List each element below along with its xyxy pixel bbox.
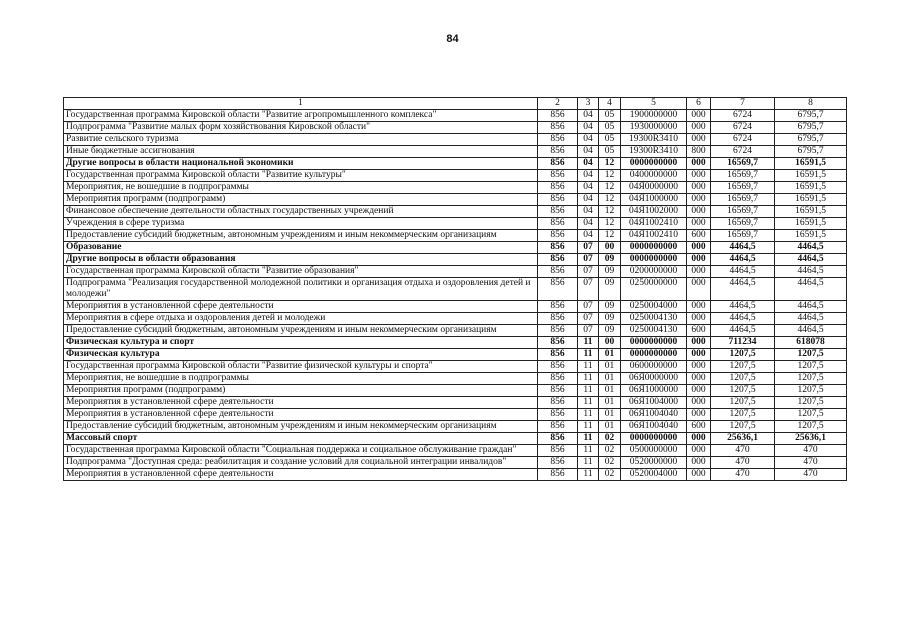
- row-section-cell: 04: [578, 182, 599, 194]
- row-expense-type-cell: 000: [687, 457, 711, 469]
- row-subsection-cell: 12: [599, 218, 621, 230]
- row-subsection-cell: 12: [599, 182, 621, 194]
- row-amount-2-cell: 618078: [775, 337, 847, 349]
- row-amount-2-cell: 16591,5: [775, 182, 847, 194]
- table-row: [64, 397, 847, 409]
- table-row: [64, 122, 847, 134]
- header-cell: 6: [687, 98, 711, 110]
- row-amount-1-cell: 4464,5: [711, 278, 775, 301]
- row-amount-2-cell: 1207,5: [775, 349, 847, 361]
- table-row: [64, 170, 847, 182]
- row-section-cell: 04: [578, 122, 599, 134]
- table-row: [64, 409, 847, 421]
- row-target-cell: 0520000000: [621, 457, 687, 469]
- row-section-cell: 11: [578, 433, 599, 445]
- row-amount-1-cell: 6724: [711, 134, 775, 146]
- row-subsection-cell: 00: [599, 242, 621, 254]
- row-expense-type-cell: 000: [687, 242, 711, 254]
- row-code-cell: 856: [538, 337, 578, 349]
- row-subsection-cell: 12: [599, 230, 621, 242]
- row-name-cell: Подпрограмма "Доступная среда: реабилитация и создание условий для социальной интеграции инвалидов": [64, 457, 538, 469]
- row-expense-type-cell: 000: [687, 397, 711, 409]
- row-target-cell: 04Я1002410: [621, 218, 687, 230]
- row-name-cell: Физическая культура и спорт: [64, 337, 538, 349]
- row-name-cell: Учреждения в сфере туризма: [64, 218, 538, 230]
- row-target-cell: 06Я1004000: [621, 397, 687, 409]
- row-amount-2-cell: 16591,5: [775, 194, 847, 206]
- row-target-cell: 0250000000: [621, 278, 687, 301]
- row-amount-1-cell: 1207,5: [711, 349, 775, 361]
- row-name-cell: Государственная программа Кировской области "Развитие физической культуры и спорта": [64, 361, 538, 373]
- row-amount-2-cell: 470: [775, 469, 847, 481]
- row-subsection-cell: 01: [599, 397, 621, 409]
- row-name-cell: Мероприятия в установленной сфере деятельности: [64, 409, 538, 421]
- row-code-cell: 856: [538, 206, 578, 218]
- row-amount-1-cell: 6724: [711, 146, 775, 158]
- table-row: [64, 313, 847, 325]
- row-target-cell: 04Я1002410: [621, 230, 687, 242]
- row-expense-type-cell: 600: [687, 421, 711, 433]
- row-amount-1-cell: 4464,5: [711, 301, 775, 313]
- row-code-cell: 856: [538, 242, 578, 254]
- row-amount-1-cell: 4464,5: [711, 242, 775, 254]
- row-amount-2-cell: 4464,5: [775, 278, 847, 301]
- row-code-cell: 856: [538, 433, 578, 445]
- table-row: [64, 242, 847, 254]
- row-code-cell: 856: [538, 421, 578, 433]
- row-amount-1-cell: 711234: [711, 337, 775, 349]
- row-amount-1-cell: 6724: [711, 110, 775, 122]
- row-section-cell: 04: [578, 218, 599, 230]
- row-expense-type-cell: 000: [687, 206, 711, 218]
- row-amount-2-cell: 1207,5: [775, 397, 847, 409]
- row-target-cell: 19300R3410: [621, 146, 687, 158]
- row-section-cell: 11: [578, 385, 599, 397]
- row-name-cell: Мероприятия в установленной сфере деятельности: [64, 301, 538, 313]
- row-target-cell: 04Я1000000: [621, 194, 687, 206]
- table-row: [64, 325, 847, 337]
- table-row: [64, 469, 847, 481]
- row-target-cell: 1930000000: [621, 122, 687, 134]
- row-section-cell: 04: [578, 134, 599, 146]
- row-code-cell: 856: [538, 170, 578, 182]
- row-amount-2-cell: 470: [775, 445, 847, 457]
- row-target-cell: 06Я1004040: [621, 421, 687, 433]
- table-row: [64, 134, 847, 146]
- row-amount-1-cell: 16569,7: [711, 170, 775, 182]
- row-name-cell: Предоставление субсидий бюджетным, автономным учреждениям и иным некоммерческим организациям: [64, 421, 538, 433]
- table-row: [64, 230, 847, 242]
- row-subsection-cell: 01: [599, 409, 621, 421]
- row-section-cell: 11: [578, 445, 599, 457]
- row-amount-2-cell: 16591,5: [775, 218, 847, 230]
- row-amount-1-cell: 16569,7: [711, 206, 775, 218]
- row-target-cell: 06Я1004040: [621, 409, 687, 421]
- row-name-cell: Мероприятия, не вошедшие в подпрограммы: [64, 182, 538, 194]
- row-name-cell: Государственная программа Кировской области "Развитие агропромышленного комплекса": [64, 110, 538, 122]
- header-cell: 3: [578, 98, 599, 110]
- row-target-cell: 0000000000: [621, 254, 687, 266]
- row-expense-type-cell: 000: [687, 194, 711, 206]
- row-expense-type-cell: 000: [687, 349, 711, 361]
- row-subsection-cell: 00: [599, 337, 621, 349]
- row-target-cell: 04Я0000000: [621, 182, 687, 194]
- row-section-cell: 07: [578, 242, 599, 254]
- row-section-cell: 11: [578, 337, 599, 349]
- row-subsection-cell: 09: [599, 254, 621, 266]
- row-name-cell: Мероприятия программ (подпрограмм): [64, 385, 538, 397]
- row-subsection-cell: 01: [599, 373, 621, 385]
- row-subsection-cell: 02: [599, 469, 621, 481]
- row-target-cell: 0000000000: [621, 242, 687, 254]
- page-number: 84: [446, 33, 459, 45]
- row-section-cell: 04: [578, 206, 599, 218]
- row-expense-type-cell: 000: [687, 122, 711, 134]
- row-expense-type-cell: 000: [687, 182, 711, 194]
- row-target-cell: 0000000000: [621, 433, 687, 445]
- row-code-cell: 856: [538, 361, 578, 373]
- header-cell: 1: [64, 98, 538, 110]
- row-amount-1-cell: 1207,5: [711, 385, 775, 397]
- row-section-cell: 07: [578, 278, 599, 301]
- row-subsection-cell: 01: [599, 421, 621, 433]
- row-section-cell: 04: [578, 170, 599, 182]
- row-name-cell: Иные бюджетные ассигнования: [64, 146, 538, 158]
- row-section-cell: 04: [578, 158, 599, 170]
- row-subsection-cell: 05: [599, 134, 621, 146]
- row-expense-type-cell: 000: [687, 254, 711, 266]
- row-amount-2-cell: 16591,5: [775, 206, 847, 218]
- row-section-cell: 11: [578, 373, 599, 385]
- row-amount-1-cell: 16569,7: [711, 230, 775, 242]
- row-amount-2-cell: 4464,5: [775, 254, 847, 266]
- row-section-cell: 11: [578, 421, 599, 433]
- row-name-cell: Мероприятия в установленной сфере деятельности: [64, 397, 538, 409]
- row-code-cell: 856: [538, 373, 578, 385]
- table-row: [64, 194, 847, 206]
- row-amount-2-cell: 4464,5: [775, 301, 847, 313]
- row-amount-1-cell: 1207,5: [711, 421, 775, 433]
- row-name-cell: Массовый спорт: [64, 433, 538, 445]
- table-row: [64, 182, 847, 194]
- row-name-cell: Другие вопросы в области национальной экономики: [64, 158, 538, 170]
- table-row: [64, 254, 847, 266]
- row-amount-2-cell: 16591,5: [775, 230, 847, 242]
- row-target-cell: 19300R3410: [621, 134, 687, 146]
- row-name-cell: Государственная программа Кировской области "Развитие образования": [64, 266, 538, 278]
- row-code-cell: 856: [538, 469, 578, 481]
- row-name-cell: Мероприятия, не вошедшие в подпрограммы: [64, 373, 538, 385]
- row-amount-1-cell: 470: [711, 469, 775, 481]
- row-section-cell: 07: [578, 325, 599, 337]
- row-name-cell: Подпрограмма "Развитие малых форм хозяйствования Кировской области": [64, 122, 538, 134]
- row-code-cell: 856: [538, 182, 578, 194]
- row-subsection-cell: 12: [599, 194, 621, 206]
- row-target-cell: 0500000000: [621, 445, 687, 457]
- row-amount-2-cell: 16591,5: [775, 170, 847, 182]
- row-name-cell: Развитие сельского туризма: [64, 134, 538, 146]
- row-expense-type-cell: 000: [687, 301, 711, 313]
- row-name-cell: Мероприятия в сфере отдыха и оздоровления детей и молодежи: [64, 313, 538, 325]
- row-code-cell: 856: [538, 397, 578, 409]
- row-amount-1-cell: 1207,5: [711, 397, 775, 409]
- row-code-cell: 856: [538, 325, 578, 337]
- row-amount-2-cell: 6795,7: [775, 110, 847, 122]
- row-target-cell: 06Я0000000: [621, 373, 687, 385]
- row-expense-type-cell: 000: [687, 445, 711, 457]
- row-amount-2-cell: 25636,1: [775, 433, 847, 445]
- row-name-cell: Другие вопросы в области образования: [64, 254, 538, 266]
- row-expense-type-cell: 000: [687, 278, 711, 301]
- row-amount-1-cell: 16569,7: [711, 218, 775, 230]
- row-code-cell: 856: [538, 254, 578, 266]
- row-subsection-cell: 12: [599, 206, 621, 218]
- row-code-cell: 856: [538, 409, 578, 421]
- row-name-cell: Мероприятия программ (подпрограмм): [64, 194, 538, 206]
- table-body: [64, 110, 847, 481]
- row-name-cell: Образование: [64, 242, 538, 254]
- table-row: [64, 349, 847, 361]
- row-subsection-cell: 09: [599, 278, 621, 301]
- row-expense-type-cell: 000: [687, 373, 711, 385]
- budget-table: [63, 97, 847, 481]
- table-row: [64, 206, 847, 218]
- row-amount-1-cell: 1207,5: [711, 409, 775, 421]
- table-row: [64, 373, 847, 385]
- row-amount-2-cell: 1207,5: [775, 409, 847, 421]
- row-expense-type-cell: 800: [687, 146, 711, 158]
- row-expense-type-cell: 600: [687, 325, 711, 337]
- row-section-cell: 11: [578, 457, 599, 469]
- table-row: [64, 385, 847, 397]
- row-code-cell: 856: [538, 457, 578, 469]
- row-amount-1-cell: 16569,7: [711, 158, 775, 170]
- row-code-cell: 856: [538, 194, 578, 206]
- row-section-cell: 04: [578, 230, 599, 242]
- row-target-cell: 04Я1002000: [621, 206, 687, 218]
- row-section-cell: 07: [578, 254, 599, 266]
- row-amount-1-cell: 6724: [711, 122, 775, 134]
- row-subsection-cell: 09: [599, 313, 621, 325]
- row-amount-1-cell: 25636,1: [711, 433, 775, 445]
- row-amount-2-cell: 4464,5: [775, 266, 847, 278]
- row-amount-1-cell: 1207,5: [711, 361, 775, 373]
- row-subsection-cell: 01: [599, 349, 621, 361]
- row-subsection-cell: 02: [599, 445, 621, 457]
- row-target-cell: 0000000000: [621, 337, 687, 349]
- row-subsection-cell: 12: [599, 170, 621, 182]
- row-amount-1-cell: 470: [711, 457, 775, 469]
- row-amount-1-cell: 470: [711, 445, 775, 457]
- table-row: [64, 361, 847, 373]
- row-expense-type-cell: 000: [687, 313, 711, 325]
- row-code-cell: 856: [538, 134, 578, 146]
- row-section-cell: 04: [578, 146, 599, 158]
- row-section-cell: 11: [578, 397, 599, 409]
- table-row: [64, 158, 847, 170]
- row-name-cell: Предоставление субсидий бюджетным, автономным учреждениям и иным некоммерческим организациям: [64, 325, 538, 337]
- header-cell: 7: [711, 98, 775, 110]
- row-code-cell: 856: [538, 313, 578, 325]
- row-expense-type-cell: 000: [687, 218, 711, 230]
- row-expense-type-cell: 000: [687, 409, 711, 421]
- row-code-cell: 856: [538, 122, 578, 134]
- table-row: [64, 218, 847, 230]
- row-amount-1-cell: 16569,7: [711, 194, 775, 206]
- row-target-cell: 0250004000: [621, 301, 687, 313]
- row-section-cell: 11: [578, 349, 599, 361]
- row-section-cell: 07: [578, 313, 599, 325]
- row-amount-2-cell: 6795,7: [775, 146, 847, 158]
- row-subsection-cell: 01: [599, 385, 621, 397]
- row-target-cell: 0400000000: [621, 170, 687, 182]
- table-row: [64, 445, 847, 457]
- row-section-cell: 07: [578, 266, 599, 278]
- row-amount-1-cell: 4464,5: [711, 266, 775, 278]
- row-code-cell: 856: [538, 110, 578, 122]
- row-expense-type-cell: 000: [687, 266, 711, 278]
- row-amount-1-cell: 1207,5: [711, 373, 775, 385]
- row-expense-type-cell: 600: [687, 230, 711, 242]
- table-row: [64, 278, 847, 301]
- row-amount-1-cell: 4464,5: [711, 313, 775, 325]
- row-amount-2-cell: 16591,5: [775, 158, 847, 170]
- row-code-cell: 856: [538, 349, 578, 361]
- row-amount-1-cell: 16569,7: [711, 182, 775, 194]
- row-subsection-cell: 05: [599, 122, 621, 134]
- row-code-cell: 856: [538, 385, 578, 397]
- row-amount-2-cell: 470: [775, 457, 847, 469]
- row-expense-type-cell: 000: [687, 134, 711, 146]
- row-code-cell: 856: [538, 445, 578, 457]
- row-target-cell: 0000000000: [621, 349, 687, 361]
- header-cell: 5: [621, 98, 687, 110]
- row-expense-type-cell: 000: [687, 170, 711, 182]
- row-subsection-cell: 09: [599, 301, 621, 313]
- row-amount-2-cell: 1207,5: [775, 421, 847, 433]
- row-amount-2-cell: 4464,5: [775, 325, 847, 337]
- row-code-cell: 856: [538, 218, 578, 230]
- table-row: [64, 110, 847, 122]
- row-amount-2-cell: 1207,5: [775, 373, 847, 385]
- table-row: [64, 457, 847, 469]
- row-amount-2-cell: 6795,7: [775, 134, 847, 146]
- table-row: [64, 301, 847, 313]
- row-name-cell: Государственная программа Кировской области "Социальная поддержка и социальное обслуживание граждан": [64, 445, 538, 457]
- row-subsection-cell: 05: [599, 110, 621, 122]
- row-code-cell: 856: [538, 230, 578, 242]
- row-subsection-cell: 12: [599, 158, 621, 170]
- row-target-cell: 0250004130: [621, 313, 687, 325]
- row-target-cell: 0250004130: [621, 325, 687, 337]
- row-amount-2-cell: 6795,7: [775, 122, 847, 134]
- row-expense-type-cell: 000: [687, 361, 711, 373]
- row-name-cell: Финансовое обеспечение деятельности областных государственных учреждений: [64, 206, 538, 218]
- row-expense-type-cell: 000: [687, 158, 711, 170]
- header-cell: 4: [599, 98, 621, 110]
- row-section-cell: 11: [578, 361, 599, 373]
- row-amount-2-cell: 4464,5: [775, 242, 847, 254]
- row-expense-type-cell: 000: [687, 110, 711, 122]
- row-amount-1-cell: 4464,5: [711, 254, 775, 266]
- row-subsection-cell: 02: [599, 433, 621, 445]
- row-target-cell: 0000000000: [621, 158, 687, 170]
- header-cell: 8: [775, 98, 847, 110]
- table-row: [64, 337, 847, 349]
- row-target-cell: 0200000000: [621, 266, 687, 278]
- row-section-cell: 07: [578, 301, 599, 313]
- row-name-cell: Предоставление субсидий бюджетным, автономным учреждениям и иным некоммерческим организациям: [64, 230, 538, 242]
- header-cell: 2: [538, 98, 578, 110]
- row-target-cell: 0600000000: [621, 361, 687, 373]
- table-row: [64, 433, 847, 445]
- row-subsection-cell: 09: [599, 266, 621, 278]
- row-amount-1-cell: 4464,5: [711, 325, 775, 337]
- row-expense-type-cell: 000: [687, 385, 711, 397]
- header-row: [64, 98, 847, 110]
- table-row: [64, 146, 847, 158]
- row-code-cell: 856: [538, 266, 578, 278]
- table-row: [64, 421, 847, 433]
- row-code-cell: 856: [538, 301, 578, 313]
- row-code-cell: 856: [538, 278, 578, 301]
- row-section-cell: 11: [578, 469, 599, 481]
- row-amount-2-cell: 1207,5: [775, 361, 847, 373]
- row-subsection-cell: 02: [599, 457, 621, 469]
- row-code-cell: 856: [538, 146, 578, 158]
- row-subsection-cell: 09: [599, 325, 621, 337]
- row-name-cell: Государственная программа Кировской области "Развитие культуры": [64, 170, 538, 182]
- row-target-cell: 1900000000: [621, 110, 687, 122]
- row-target-cell: 0520004000: [621, 469, 687, 481]
- row-amount-2-cell: 1207,5: [775, 385, 847, 397]
- row-expense-type-cell: 000: [687, 469, 711, 481]
- row-expense-type-cell: 000: [687, 433, 711, 445]
- row-amount-2-cell: 4464,5: [775, 313, 847, 325]
- row-section-cell: 11: [578, 409, 599, 421]
- row-section-cell: 04: [578, 194, 599, 206]
- row-section-cell: 04: [578, 110, 599, 122]
- row-expense-type-cell: 000: [687, 337, 711, 349]
- row-subsection-cell: 05: [599, 146, 621, 158]
- row-name-cell: Физическая культура: [64, 349, 538, 361]
- table-row: [64, 266, 847, 278]
- row-target-cell: 06Я1000000: [621, 385, 687, 397]
- row-subsection-cell: 01: [599, 361, 621, 373]
- row-name-cell: Мероприятия в установленной сфере деятельности: [64, 469, 538, 481]
- row-code-cell: 856: [538, 158, 578, 170]
- row-name-cell: Подпрограмма "Реализация государственной молодежной политики и организация отдыха и оздоровления детей и молодежи": [64, 278, 538, 301]
